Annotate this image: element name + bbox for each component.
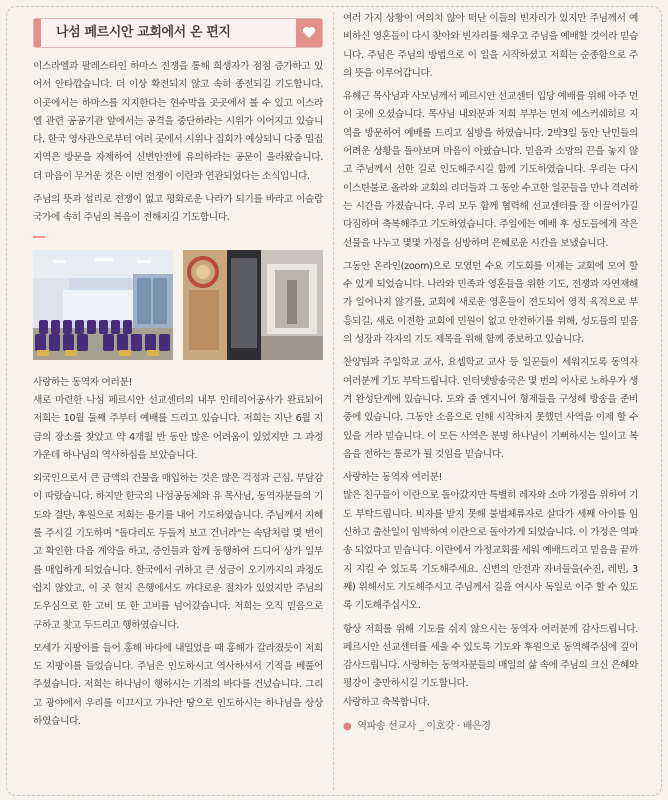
title-banner — [33, 18, 323, 48]
paragraph: 여러 가지 상황이 여의치 않아 떠난 이들의 빈자리가 있지만 주님께서 예비하신 영혼들이 다시 찾아와 빈자리를 채우고 주님을 예배할 것이라 믿습니다. 주님은 주님의 방법으로 이 일을 시작하셨고 저희는 순종함으로 주의 뜻을 이루어갑니다. — [343, 13, 638, 79]
column-divider — [333, 12, 334, 790]
paragraph: 항상 저희를 위해 기도를 쉬지 않으시는 동역자 여러분께 감사드립니다. 페르시안 선교센터를 세울 수 있도록 기도와 후원으로 동역해주심에 깊이 감사드립니다. 사랑하는 동역자분들의 매일의 삶 속에 주님의 크신 은혜와 평강이 충만하시길 기도합니다. 사랑하고 축복합니다. — [343, 623, 638, 708]
section-rule — [33, 236, 45, 238]
title-accent — [34, 19, 41, 47]
photo-hallway — [183, 250, 323, 360]
paragraph: 이스라엘과 팔레스타인 하마스 전쟁을 통해 희생자가 점점 증가하고 있어서 안타깝습니다. 더 이상 확전되지 않고 속히 종전되길 기도합니다. 이곳에서는 하마스를 지지한다는 현수막을 곳곳에서 볼 수 있고 이스라엘 관련 공공기관 앞에서는 공격을 중단하라는 시위가 이어지고 있습니다. 한국 영사관으로부터 여러 곳에서 시위나 집회가 예상되니 다중 밀집 지역은 방문을 자제하여 신변안전에 유의하라는 공문이 올라왔습니다. 더 마음이 무거운 것은 이번 전쟁이 이란과 연관되었다는 소식입니다. — [33, 61, 323, 182]
photo-sanctuary — [33, 250, 173, 360]
signature — [343, 718, 638, 736]
paragraph: 외국인으로서 큰 금액의 건물을 매입하는 것은 많은 걱정과 근심, 부담감이 따랐습니다. 하지만 한국의 나섬공동체와 유 목사님, 동역자분들의 기도와 결단, 후원으로 저희는 용기를 내어 기도하였습니다. 주님께서 지혜를 주시길 기도하며 "돌다리도 두들겨 보고 건너라"는 속담처럼 몇 번이고 확인한 다음 계약을 하고, 증인들과 함께 동행하여 드디어 상가 일부를 매입하게 되었습니다. 한국에서 귀하고 큰 성금이 오기까지의 과정도 쉽지 않았고, 이 곳 현지 은행에서도 까다로운 절차가 있었지만 주님의 도우심으로 한 고비 또 한 고비를 넘어갔습니다. 저희는 오직 믿음으로 구하고 찾고 두드리고 행하였습니다. — [33, 473, 323, 631]
left-column — [33, 18, 323, 736]
paragraph: 유해근 목사님과 사모님께서 페르시안 선교센터 입당 예배를 위해 아주 먼 이 곳에 오셨습니다. 목사님 내외분과 저희 부부는 먼저 에스커쉐히르 지역을 방문하여 예배를 드리고 심방을 하였습니다. 2박3일 동안 난민들의 어려운 상황을 돌아보며 마음이 아팠습니다. 믿음과 소망의 끈을 놓지 않고 주님께서 선한 길로 인도해주시길 함께 기도하였습니다. 우리는 다시 이스탄불로 올라와 교회의 리더들과 그 동안 수고한 일꾼들을 만나 격려하는 시간을 가졌습니다. 우리 모두 함께 협력해 선교센터를 잘 이끌어가길 다짐하며 축복해주고 기도하였습니다. 주일에는 예배 후 성도들에게 작은 선물을 나누고 몇몇 가정을 심방하며 은혜로운 시간을 보냈습니다. — [343, 91, 638, 249]
bullet-dot-icon: ● — [343, 720, 352, 732]
paragraph: 찬양팀과 주일학교 교사, 요셉학교 교사 등 일꾼들이 세워지도록 동역자 여러분께 기도 부탁드립니다. 인터넷방송국은 몇 번의 이사로 노하우가 생겨 완성단계에 있습니다. 도와 줄 엔지니어 형제들을 구성해 방송을 준비 중에 있습니다. 그동안 소음으로 인해 시작하지 못했던 사역을 이제 할 수 있을 거라 믿습니다. 이 모든 사역은 분명 하나님이 기뻐하시는 일이고 복음을 전하는 통로가 될 것임을 믿습니다. — [343, 357, 638, 460]
paragraph: 사랑하는 동역자 여러분! 많은 친구들이 이란으로 돌아갔지만 특별히 레자와 소마 가정을 위하여 기도 부탁드립니다. 비자를 받지 못해 불법체류자로 살다가 세째 아이를 임신하고 출산일이 임박하여 이란으로 돌아가게 되었습니다. 이 가정은 역파송 되었다고 믿습니다. 이란에서 가정교회를 세워 예배드리고 믿음을 끝까지 지킬 수 있도록 기도해주세요. 신변의 안전과 자녀들을(수진, 레빈, 3째) 위해서도 기도해주시고 주님께서 길을 여시사 독일로 이주 할 수 있도록 기도해주십시오. — [343, 472, 638, 612]
photo-row — [33, 250, 323, 360]
paragraph: 모세가 지팡이를 들어 홍해 바다에 내밀었을 때 홍해가 갈라졌듯이 저희도 지팡이를 들었습니다. 주님은 인도하시고 역사하셔서 기적을 베풀어 주셨습니다. 저희는 하나님이 행하시는 기적의 바다를 건넜습니다. 그리고 광야에서 우리를 이끄시고 가나안 땅으로 인도하시는 하나님을 상상하였습니다. — [33, 642, 323, 728]
page-title: 나섬 페르시안 교회에서 온 편지 — [56, 25, 231, 40]
paragraph: 그동안 온라인(zoom)으로 모였던 수요 기도회를 이제는 교회에 모여 할 수 있게 되었습니다. 나라와 민족과 영혼들을 위한 기도, 전쟁과 자연재해가 일어나지 않기를, 교회에 새로운 영혼들이 전도되어 영적 육적으로 부흥되길, 새로 이전한 교회에 민원이 없고 안전하기를 위해, 성도들의 믿음의 성장과 각자의 기도 제목을 위해 함께 중보하고 있습니다. — [343, 260, 638, 346]
heart-badge — [296, 19, 322, 47]
paragraph: 주님의 뜻과 섭리로 전쟁이 없고 평화로운 나라가 되기를 바라고 이슬람 국가에 속히 주님의 복음이 전해지길 기도합니다. — [33, 194, 323, 224]
paragraph: 사랑하는 동역자 여러분! 새로 마련한 나섬 페르시안 선교센터의 내부 인테리어공사가 완료되어 저희는 10월 둘째 주부터 예배를 드리고 있습니다. 저희는 지난 6월 지금의 장소를 찾았고 약 4개월 반 동안 많은 어려움이 있었지만 그 과정 가운데 하나님의 역사하심을 보았습니다. — [33, 376, 323, 461]
heart-icon — [302, 26, 316, 39]
right-column — [343, 10, 638, 736]
signature-text: 역파송 선교사 _ 이호갓 · 배은경 — [357, 720, 491, 732]
